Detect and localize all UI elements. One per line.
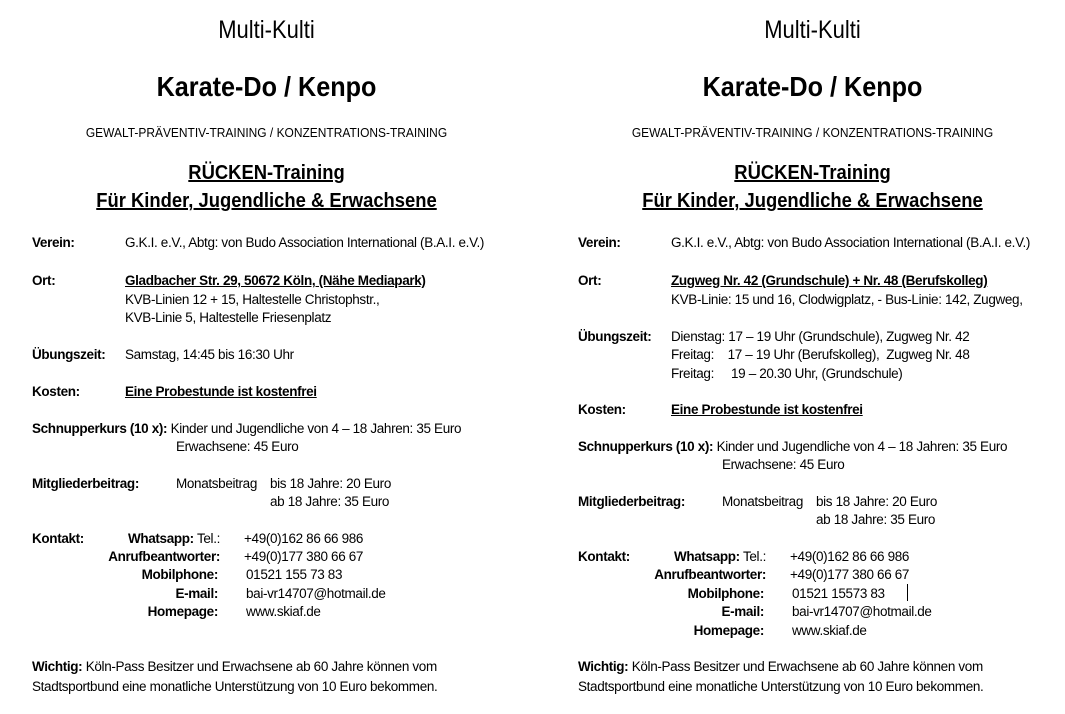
- title: Multi-Kulti: [218, 16, 315, 44]
- mobil-value: 01521 15573 83: [792, 586, 885, 601]
- zeit-value2: Freitag: 17 – 19 Uhr (Berufskolleg), Zugweg Nr. 48: [671, 347, 970, 362]
- ort-label: Ort:: [32, 273, 56, 288]
- kosten-label: Kosten:: [32, 384, 80, 399]
- wichtig-line2: Stadtsportbund eine monatliche Unterstützung von 10 Euro bekommen.: [32, 679, 438, 694]
- ort-value: Gladbacher Str. 29, 50672 Köln, (Nähe Mediapark): [125, 273, 426, 288]
- wichtig-line1: Wichtig: Köln-Pass Besitzer und Erwachsene ab 60 Jahre können vom: [32, 659, 437, 674]
- subtitle: Karate-Do / Kenpo: [702, 71, 923, 102]
- mobil-value: 01521 155 73 83: [246, 567, 343, 582]
- whatsapp-label: Whatsapp: Tel.:: [673, 549, 766, 564]
- bis18: bis 18 Jahre: 20 Euro: [816, 494, 937, 509]
- monats-label: Monatsbeitrag: [176, 476, 257, 491]
- anruf-value: +49(0)177 380 66 67: [790, 567, 910, 582]
- home-value[interactable]: www.skiaf.de: [246, 604, 321, 619]
- heading-audience: Für Kinder, Jugendliche & Erwachsene: [96, 190, 437, 212]
- verein-label: Verein:: [578, 235, 621, 250]
- whatsapp-label: Whatsapp: Tel.:: [127, 531, 220, 546]
- mitglied-label: Mitgliederbeitrag:: [578, 494, 685, 509]
- heading: RÜCKEN-Training: [188, 162, 345, 184]
- schnupper-label: Schnupperkurs (10 x):: [32, 421, 168, 436]
- anruf-label: Anrufbeantworter:: [654, 567, 766, 582]
- wichtig-line2: Stadtsportbund eine monatliche Unterstützung von 10 Euro bekommen.: [578, 679, 984, 694]
- schnupper-label: Schnupperkurs (10 x):: [578, 439, 714, 454]
- kontakt-label: Kontakt:: [32, 531, 84, 546]
- home-label: Homepage:: [693, 623, 764, 638]
- schnupper-line: [578, 439, 1007, 455]
- ort-label: Ort:: [578, 273, 602, 288]
- zeit-value: Samstag, 14:45 bis 16:30 Uhr: [125, 347, 294, 362]
- home-label: Homepage:: [147, 604, 218, 619]
- schnupper-value2: Erwachsene: 45 Euro: [722, 457, 845, 472]
- heading: RÜCKEN-Training: [734, 162, 891, 184]
- email-label: E-mail:: [175, 586, 218, 601]
- ort-line2: KVB-Linie: 15 und 16, Clodwigplatz, - Bus-Linie: 142, Zugweg,: [671, 292, 1023, 307]
- kosten-value: Eine Probestunde ist kostenfrei: [671, 402, 863, 417]
- zeit-label: Übungszeit:: [578, 329, 652, 344]
- heading-audience: Für Kinder, Jugendliche & Erwachsene: [642, 190, 983, 212]
- ort-value: Zugweg Nr. 42 (Grundschule) + Nr. 48 (Berufskolleg): [671, 273, 988, 288]
- schnupper-line: [32, 421, 461, 437]
- tagline: GEWALT-PRÄVENTIV-TRAINING / KONZENTRATIONS-TRAINING: [631, 125, 994, 140]
- ort-line2: KVB-Linien 12 + 15, Haltestelle Christophstr.,: [125, 292, 380, 307]
- ort-line3: KVB-Linie 5, Haltestelle Friesenplatz: [125, 310, 332, 325]
- wichtig-line1: Wichtig: Köln-Pass Besitzer und Erwachsene ab 60 Jahre können vom: [578, 659, 983, 674]
- email-label: E-mail:: [721, 604, 764, 619]
- ab18: ab 18 Jahre: 35 Euro: [816, 512, 936, 527]
- whatsapp-value: +49(0)162 86 66 986: [244, 531, 364, 546]
- flyer-left: [0, 0, 520, 714]
- home-value[interactable]: www.skiaf.de: [792, 623, 867, 638]
- schnupper-value2: Erwachsene: 45 Euro: [176, 439, 299, 454]
- verein-value: G.K.I. e.V., Abtg: von Budo Association International (B.A.I. e.V.): [671, 235, 1031, 250]
- text-cursor: [907, 584, 908, 601]
- verein-label: Verein:: [32, 235, 75, 250]
- kosten-label: Kosten:: [578, 402, 626, 417]
- email-value[interactable]: bai-vr14707@hotmail.de: [246, 586, 386, 601]
- whatsapp-value: +49(0)162 86 66 986: [790, 549, 910, 564]
- verein-value: G.K.I. e.V., Abtg: von Budo Association International (B.A.I. e.V.): [125, 235, 485, 250]
- zeit-label: Übungszeit:: [32, 347, 106, 362]
- kontakt-label: Kontakt:: [578, 549, 630, 564]
- mobil-label: Mobilphone:: [687, 586, 764, 601]
- tagline: GEWALT-PRÄVENTIV-TRAINING / KONZENTRATIONS-TRAINING: [85, 125, 448, 140]
- ab18: ab 18 Jahre: 35 Euro: [270, 494, 390, 509]
- kosten-value: Eine Probestunde ist kostenfrei: [125, 384, 317, 399]
- bis18: bis 18 Jahre: 20 Euro: [270, 476, 391, 491]
- anruf-label: Anrufbeantworter:: [108, 549, 220, 564]
- zeit-value3: Freitag: 19 – 20.30 Uhr, (Grundschule): [671, 366, 903, 381]
- mitglied-label: Mitgliederbeitrag:: [32, 476, 139, 491]
- mobil-label: Mobilphone:: [141, 567, 218, 582]
- zeit-value1: Dienstag: 17 – 19 Uhr (Grundschule), Zugweg Nr. 42: [671, 329, 970, 344]
- schnupper-value: Kinder und Jugendliche von 4 – 18 Jahren: 35 Euro: [716, 439, 1008, 454]
- schnupper-value: Kinder und Jugendliche von 4 – 18 Jahren: 35 Euro: [170, 421, 462, 436]
- anruf-value: +49(0)177 380 66 67: [244, 549, 364, 564]
- subtitle: Karate-Do / Kenpo: [156, 71, 377, 102]
- email-value[interactable]: bai-vr14707@hotmail.de: [792, 604, 932, 619]
- title: Multi-Kulti: [764, 16, 861, 44]
- flyer-right: [546, 0, 1065, 714]
- monats-label: Monatsbeitrag: [722, 494, 803, 509]
